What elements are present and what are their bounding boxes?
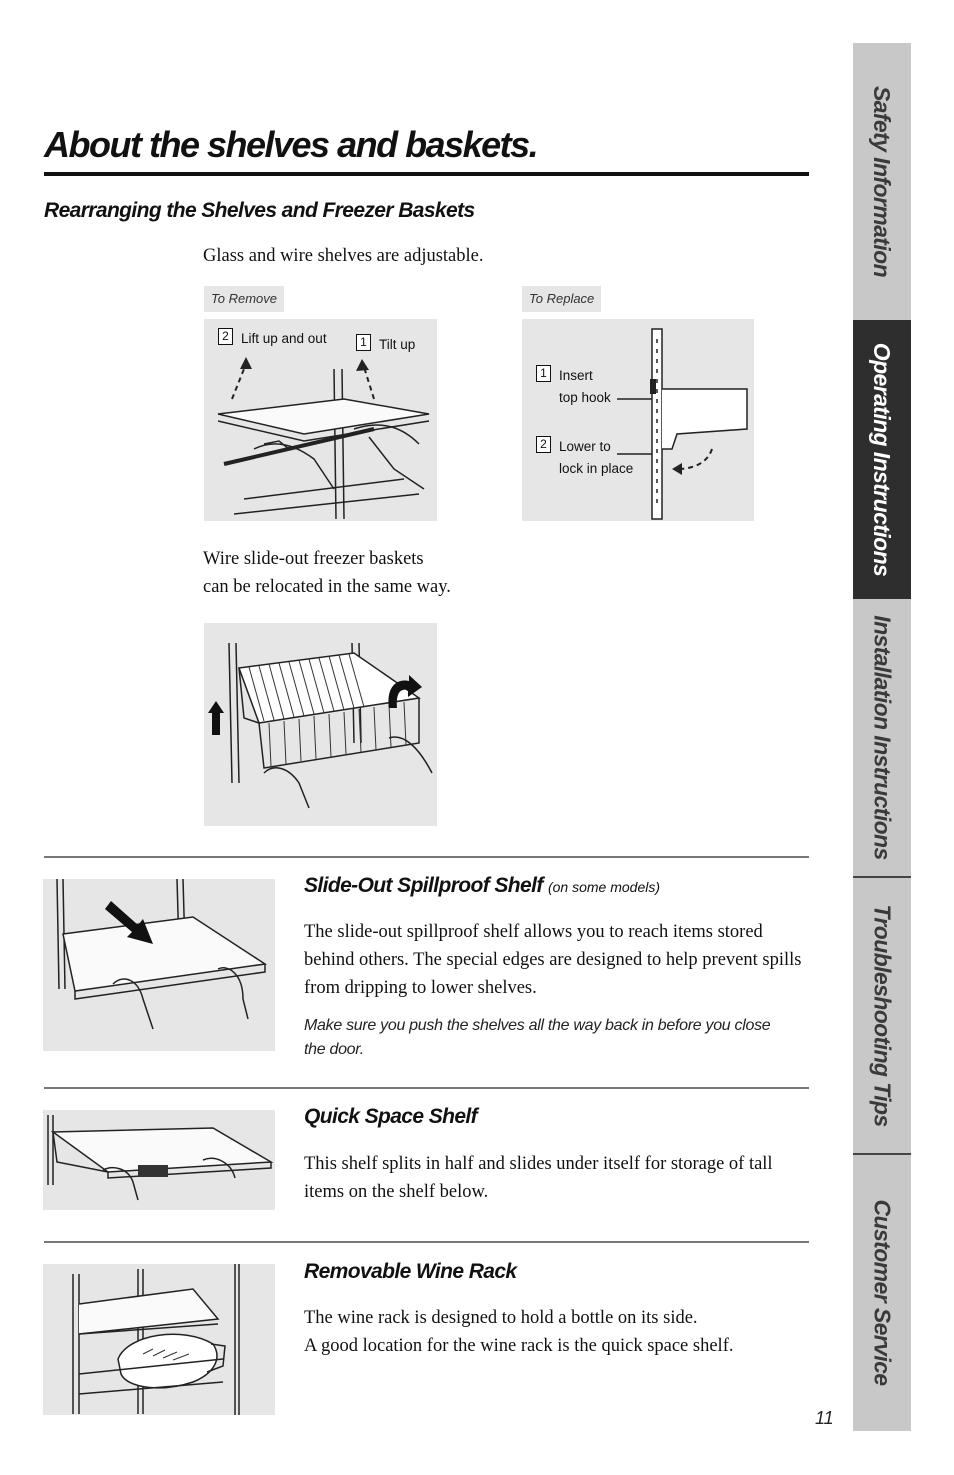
wine-rack-line-2: A good location for the wine rack is the quick space shelf. xyxy=(304,1336,734,1356)
to-replace-figure xyxy=(522,319,754,521)
spillproof-shelf-figure xyxy=(43,879,275,1051)
spillproof-heading xyxy=(304,874,660,898)
section-divider xyxy=(44,1241,809,1243)
remove-step-1 xyxy=(356,334,415,356)
section-heading-rearranging: Rearranging the Shelves and Freezer Baskets xyxy=(44,199,475,222)
spillproof-body: The slide-out spillproof shelf allows you to reach items stored behind others. The special edges are designed to help prevent spills from dripping to lower shelves. xyxy=(304,922,802,998)
sidebar-tab-label: Troubleshooting Tips xyxy=(869,903,896,1127)
sidebar-tab-installation-instructions[interactable] xyxy=(853,599,911,876)
section-sidebar xyxy=(853,43,911,1431)
wine-rack-figure xyxy=(43,1264,275,1415)
replace-step-2-line2: lock in place xyxy=(559,461,634,476)
step-number-2: 2 xyxy=(218,328,233,345)
spillproof-caution: Make sure you push the shelves all the way back in before you close the door. xyxy=(304,1017,771,1058)
quick-space-shelf-figure xyxy=(43,1110,275,1210)
step-number-1: 1 xyxy=(356,334,371,351)
remove-step-2-label: Lift up and out xyxy=(241,331,327,346)
step-number-2: 2 xyxy=(536,436,551,453)
sidebar-tab-label: Installation Instructions xyxy=(869,615,896,860)
step-number-1: 1 xyxy=(536,365,551,382)
wine-rack-body xyxy=(304,1304,814,1360)
sidebar-tab-label: Safety Information xyxy=(869,85,896,278)
page-title: About the shelves and baskets. xyxy=(44,124,538,165)
title-rule xyxy=(44,172,809,176)
to-replace-tab: To Replace xyxy=(522,286,601,312)
section-divider xyxy=(44,1087,809,1089)
sidebar-tab-customer-service[interactable] xyxy=(853,1154,911,1431)
replace-step-1-line1: Insert xyxy=(559,368,593,383)
replace-step-2-line1: Lower to xyxy=(559,439,611,454)
sidebar-tab-label: Customer Service xyxy=(869,1199,896,1386)
quick-space-shelf-illustration xyxy=(43,1110,275,1210)
freezer-basket-figure xyxy=(204,623,437,826)
remove-step-1-label: Tilt up xyxy=(379,337,416,352)
replace-step-1 xyxy=(536,365,611,409)
shelf-replace-illustration xyxy=(522,319,754,521)
wine-rack-illustration xyxy=(43,1264,275,1415)
page-number: 11 xyxy=(815,1408,834,1428)
quick-space-body: This shelf splits in half and slides under itself for storage of tall items on the shelf below. xyxy=(304,1154,773,1202)
remove-step-2 xyxy=(218,328,327,350)
wine-rack-line-1: The wine rack is designed to hold a bottle on its side. xyxy=(304,1308,698,1328)
spillproof-note: (on some models) xyxy=(547,879,661,895)
baskets-text xyxy=(203,545,451,601)
section-divider xyxy=(44,856,809,858)
freezer-basket-illustration xyxy=(204,623,437,826)
spillproof-heading-text: Slide-Out Spillproof Shelf xyxy=(304,874,543,897)
replace-step-2 xyxy=(536,436,633,480)
to-remove-figure xyxy=(204,319,437,521)
to-remove-tab: To Remove xyxy=(204,286,284,312)
sidebar-tab-troubleshooting-tips[interactable] xyxy=(853,877,911,1153)
sidebar-tab-label: Operating Instructions xyxy=(869,342,896,577)
sidebar-tab-operating-instructions[interactable] xyxy=(853,320,911,599)
sidebar-tab-safety-information[interactable] xyxy=(853,43,911,320)
baskets-line-2: can be relocated in the same way. xyxy=(203,577,451,597)
replace-step-1-line2: top hook xyxy=(559,390,611,405)
quick-space-heading: Quick Space Shelf xyxy=(304,1105,478,1128)
wine-rack-heading: Removable Wine Rack xyxy=(304,1260,517,1283)
spillproof-shelf-illustration xyxy=(43,879,275,1051)
baskets-line-1: Wire slide-out freezer baskets xyxy=(203,549,424,569)
intro-text: Glass and wire shelves are adjustable. xyxy=(203,246,484,266)
